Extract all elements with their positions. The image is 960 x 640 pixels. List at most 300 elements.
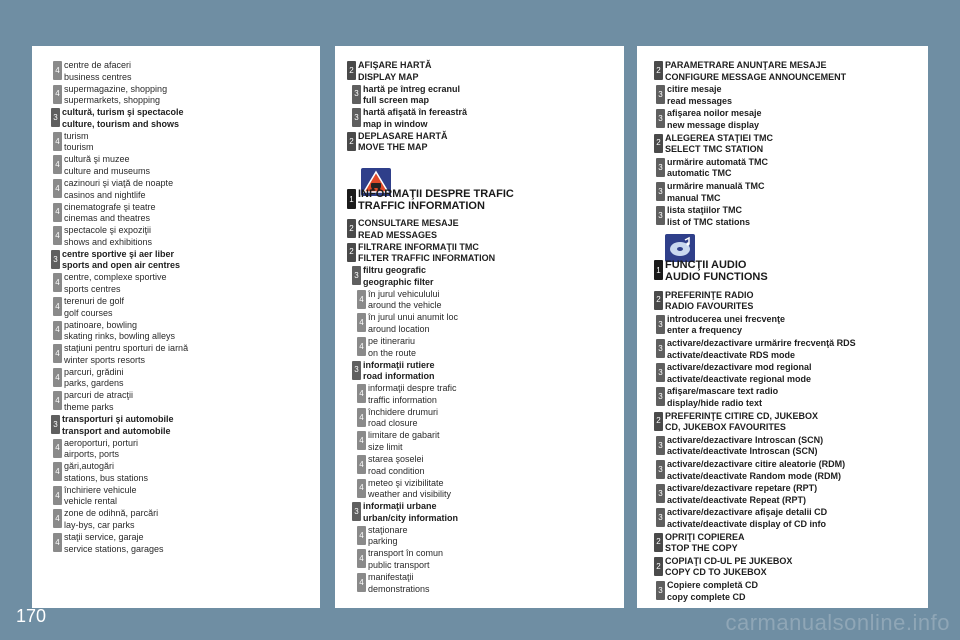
level-badge: 3	[656, 158, 665, 177]
menu-entry-text	[665, 314, 785, 337]
level-badge: 4	[357, 549, 366, 568]
entry-label-en: CD, JUKEBOX FAVOURITES	[665, 422, 786, 433]
menu-entry-text	[665, 84, 732, 107]
menu-entry-text	[665, 435, 823, 458]
menu-entry	[53, 154, 150, 177]
menu-entry	[656, 181, 765, 204]
menu-entry	[51, 249, 180, 272]
entry-label-en: stations, bus stations	[64, 472, 149, 483]
menu-entry	[656, 362, 812, 385]
entry-label-en: public transport	[368, 559, 430, 570]
entry-label-ro: activare/dezactivare citire aleatorie (RDM)	[667, 459, 846, 469]
menu-entry-text	[361, 360, 435, 383]
level-badge: 4	[357, 290, 366, 309]
level-badge: 2	[347, 132, 356, 151]
menu-entry	[53, 225, 152, 248]
menu-entry	[347, 242, 495, 265]
menu-entry-text	[665, 338, 856, 361]
menu-entry	[656, 84, 732, 107]
menu-entry-text	[62, 296, 124, 319]
entry-label-ro: închiriere vehicule	[64, 484, 137, 495]
menu-entry	[357, 336, 416, 359]
entry-label-ro: cazinouri şi viaţă de noapte	[64, 178, 174, 188]
level-badge: 2	[347, 219, 356, 238]
entry-label-en: culture, tourism and shows	[62, 118, 180, 129]
entry-label-en: around location	[368, 323, 430, 334]
entry-label-en: sports and open air centres	[62, 260, 181, 271]
menu-entry	[357, 383, 457, 406]
menu-entry-text	[361, 107, 467, 130]
entry-label-ro: închidere drumuri	[368, 406, 439, 417]
entry-label-ro: introducerea unei frecvenţe	[667, 313, 786, 324]
entry-label-ro: gări,autogări	[64, 461, 115, 472]
page-number: 170	[16, 606, 47, 626]
column-2-entries	[335, 46, 624, 608]
menu-entry	[656, 157, 768, 180]
menu-entry-text	[663, 532, 745, 555]
level-badge: 4	[357, 431, 366, 450]
entry-label-ro: turism	[64, 130, 89, 141]
entry-label-en: lay-bys, car parks	[64, 519, 135, 530]
level-badge: 2	[347, 243, 356, 262]
level-badge: 2	[654, 291, 663, 310]
menu-entry-text	[361, 84, 460, 107]
menu-entry	[53, 60, 132, 83]
menu-entry	[352, 360, 435, 383]
menu-entry-text	[62, 532, 164, 555]
entry-label-ro: urmărire automată TMC	[667, 156, 769, 167]
entry-label-en: business centres	[64, 71, 132, 82]
entry-label-en: activate/deactivate Random mode (RDM)	[667, 470, 842, 481]
entry-label-en: airports, ports	[64, 449, 120, 460]
menu-entry	[654, 133, 773, 156]
entry-label-ro: informaţii rutiere	[363, 359, 435, 370]
menu-entry	[53, 320, 175, 343]
menu-entry-text	[62, 202, 156, 225]
entry-label-en: service stations, garages	[64, 543, 164, 554]
entry-label-en: enter a frequency	[667, 325, 743, 336]
menu-entry-text	[62, 461, 148, 484]
level-badge: 4	[53, 179, 62, 198]
entry-label-en: tourism	[64, 142, 94, 153]
menu-entry-text	[60, 107, 184, 130]
level-badge: 3	[352, 361, 361, 380]
menu-entry	[357, 289, 442, 312]
entry-label-en: parks, gardens	[64, 378, 124, 389]
entry-label-ro: starea şoselei	[368, 454, 424, 464]
menu-entry-text	[361, 265, 434, 288]
menu-entry-text	[665, 483, 817, 506]
entry-label-en: traffic information	[368, 394, 437, 405]
entry-label-en: culture and museums	[64, 165, 151, 176]
level-badge: 4	[357, 337, 366, 356]
entry-label-en: parking	[368, 536, 398, 547]
entry-label-ro: citire mesaje	[667, 84, 722, 95]
level-badge: 3	[656, 109, 665, 128]
menu-entry	[357, 548, 443, 571]
level-badge: 4	[53, 509, 62, 528]
entry-label-ro: informaţii despre trafic	[368, 383, 457, 394]
entry-label-en: full screen map	[363, 95, 430, 106]
menu-entry	[51, 414, 174, 437]
menu-entry	[357, 572, 430, 595]
menu-entry-text	[366, 454, 425, 477]
menu-entry	[656, 338, 856, 361]
entry-label-ro: DEPLASARE HARTĂ	[358, 130, 448, 141]
menu-entry	[656, 108, 762, 131]
menu-entry	[654, 290, 754, 313]
entry-label-en: AUDIO FUNCTIONS	[665, 271, 768, 284]
level-badge: 3	[352, 502, 361, 521]
entry-label-ro: PREFERINŢE RADIO	[665, 289, 754, 300]
menu-entry	[347, 218, 459, 241]
entry-label-en: geographic filter	[363, 276, 434, 287]
menu-entry-text	[62, 438, 138, 461]
entry-label-en: STOP THE COPY	[665, 543, 738, 554]
entry-label-en: list of TMC stations	[667, 216, 750, 227]
menu-entry-text	[356, 60, 432, 83]
entry-label-ro: terenuri de golf	[64, 296, 125, 306]
menu-entry-text	[366, 430, 440, 453]
entry-label-en: golf courses	[64, 307, 113, 318]
entry-label-ro: activare/dezactivare repetare (RPT)	[667, 483, 818, 494]
level-badge: 4	[357, 384, 366, 403]
menu-entry-text	[663, 133, 773, 156]
menu-entry-text	[62, 367, 124, 390]
entry-label-ro: afişarea noilor mesaje	[667, 108, 762, 119]
menu-entry	[53, 438, 138, 461]
menu-entry	[53, 343, 188, 366]
menu-entry-text	[665, 108, 762, 131]
entry-label-ro: meteo şi vizibilitate	[368, 477, 444, 488]
level-badge: 4	[357, 455, 366, 474]
menu-entry-text	[62, 60, 132, 83]
menu-entry-text	[366, 572, 430, 595]
level-badge: 4	[53, 486, 62, 505]
level-badge: 1	[654, 260, 663, 280]
entry-label-ro: hartă pe întreg ecranul	[363, 83, 461, 94]
entry-label-en: RADIO FAVOURITES	[665, 301, 754, 312]
level-badge: 3	[656, 581, 665, 600]
menu-entry	[654, 60, 846, 83]
menu-entry-text	[62, 320, 175, 343]
menu-entry	[347, 131, 448, 154]
entry-label-en: map in window	[363, 118, 428, 129]
menu-entry	[656, 314, 785, 337]
level-badge: 4	[53, 155, 62, 174]
entry-label-ro: centre de afaceri	[64, 60, 132, 70]
entry-label-en: cinemas and theatres	[64, 213, 151, 224]
entry-label-en: activate/deactivate Repeat (RPT)	[667, 494, 807, 505]
level-badge: 4	[53, 297, 62, 316]
menu-entry-text	[366, 478, 451, 501]
entry-label-ro: activare/dezactivare afişaje detalii CD	[667, 507, 828, 518]
entry-label-en: DISPLAY MAP	[358, 71, 419, 82]
level-badge: 4	[357, 526, 366, 545]
menu-entry	[53, 461, 148, 484]
entry-label-en: on the route	[368, 347, 417, 358]
menu-entry-text	[366, 312, 458, 335]
watermark: carmanualsonline.info	[725, 610, 950, 635]
menu-entry-text	[62, 131, 94, 154]
entry-label-ro: patinoare, bowling	[64, 319, 138, 330]
menu-entry	[656, 386, 778, 409]
entry-label-en: road information	[363, 371, 435, 382]
entry-label-ro: activare/dezactivare mod regional	[667, 362, 812, 373]
menu-entry	[53, 178, 173, 201]
menu-entry	[656, 580, 758, 603]
column-1-entries	[32, 46, 320, 608]
entry-label-en: activate/deactivate display of CD info	[667, 518, 827, 529]
level-badge: 3	[352, 266, 361, 285]
menu-entry	[654, 259, 768, 283]
menu-entry-text	[663, 290, 754, 313]
level-badge: 3	[656, 460, 665, 479]
menu-entry	[51, 107, 184, 130]
entry-label-ro: filtru geografic	[363, 265, 427, 276]
menu-entry	[656, 459, 845, 482]
level-badge: 3	[656, 339, 665, 358]
entry-label-ro: activare/dezactivare Introscan (SCN)	[667, 434, 824, 445]
entry-label-ro: manifestaţii	[368, 572, 414, 582]
entry-label-en: activate/deactivate Introscan (SCN)	[667, 446, 818, 457]
menu-entry	[357, 407, 438, 430]
menu-entry-text	[366, 548, 443, 571]
menu-entry-text	[665, 157, 768, 180]
menu-entry-text	[60, 414, 174, 437]
menu-entry	[352, 265, 434, 288]
menu-entry	[357, 312, 458, 335]
level-badge: 3	[656, 484, 665, 503]
entry-label-en: copy complete CD	[667, 591, 746, 602]
entry-label-ro: transporturi şi automobile	[62, 414, 174, 424]
entry-label-ro: limitare de gabarit	[368, 430, 440, 441]
entry-label-ro: OPRIŢI COPIEREA	[665, 531, 745, 542]
entry-label-en: casinos and nightlife	[64, 189, 146, 200]
entry-label-ro: informaţii urbane	[363, 501, 437, 512]
entry-label-ro: PREFERINŢE CITIRE CD, JUKEBOX	[665, 410, 819, 421]
menu-entry-text	[356, 242, 495, 265]
level-badge: 3	[656, 363, 665, 382]
menu-entry-text	[62, 84, 167, 107]
entry-label-en: READ MESSAGES	[358, 229, 438, 240]
entry-label-ro: parcuri de atracţii	[64, 390, 134, 401]
section-heading	[663, 259, 768, 283]
menu-entry-text	[665, 181, 765, 204]
menu-entry	[654, 556, 792, 579]
entry-label-ro: COPIAŢI CD-UL PE JUKEBOX	[665, 555, 793, 566]
menu-entry	[352, 107, 467, 130]
entry-label-en: sports centres	[64, 283, 121, 294]
menu-entry-text	[366, 383, 457, 406]
level-badge: 4	[53, 462, 62, 481]
entry-label-ro: în jurul vehiculului	[368, 288, 440, 299]
entry-label-en: CONFIGURE MESSAGE ANNOUNCEMENT	[665, 71, 847, 82]
column-3-entries	[637, 46, 928, 608]
entry-label-en: COPY CD TO JUKEBOX	[665, 567, 767, 578]
level-badge: 3	[656, 436, 665, 455]
entry-label-ro: cultură şi muzee	[64, 154, 130, 165]
menu-entry-text	[62, 343, 188, 366]
level-badge: 4	[357, 313, 366, 332]
menu-entry	[352, 501, 458, 524]
menu-entry-text	[663, 556, 792, 579]
menu-entry-text	[62, 154, 150, 177]
menu-entry	[656, 483, 817, 506]
entry-label-ro: zone de odihnă, parcări	[64, 508, 159, 519]
menu-entry-text	[663, 60, 846, 83]
entry-label-ro: FILTRARE INFORMAŢII TMC	[358, 241, 479, 252]
menu-entry-text	[366, 525, 408, 548]
entry-label-en: winter sports resorts	[64, 354, 146, 365]
menu-entry	[347, 188, 514, 212]
entry-label-ro: lista staţiilor TMC	[667, 205, 743, 216]
menu-entry	[53, 202, 156, 225]
level-badge: 2	[654, 533, 663, 552]
section-heading	[356, 188, 514, 212]
entry-label-en: automatic TMC	[667, 168, 732, 179]
entry-label-ro: Copiere completă CD	[667, 580, 759, 590]
level-badge: 4	[53, 344, 62, 363]
level-badge: 3	[656, 206, 665, 225]
entry-label-en: theme parks	[64, 401, 114, 412]
menu-entry	[656, 435, 823, 458]
entry-label-ro: staţii service, garaje	[64, 532, 144, 542]
menu-entry-text	[361, 501, 458, 524]
menu-entry-text	[366, 336, 416, 359]
level-badge: 2	[654, 61, 663, 80]
menu-entry-text	[60, 249, 180, 272]
entry-label-ro: staţiuni pentru sporturi de iarnă	[64, 343, 189, 354]
entry-label-ro: cinematografe şi teatre	[64, 201, 156, 212]
entry-label-en: road condition	[368, 465, 425, 476]
entry-label-en: SELECT TMC STATION	[665, 144, 764, 155]
level-badge: 4	[357, 573, 366, 592]
menu-entry	[53, 390, 133, 413]
entry-label-en: FILTER TRAFFIC INFORMATION	[358, 253, 496, 264]
entry-label-en: MOVE THE MAP	[358, 142, 428, 153]
menu-entry	[53, 84, 167, 107]
entry-label-en: transport and automobile	[62, 425, 171, 436]
level-badge: 4	[53, 273, 62, 292]
entry-label-ro: ALEGEREA STAŢIEI TMC	[665, 132, 773, 143]
menu-entry-text	[665, 362, 812, 385]
menu-entry-text	[62, 508, 158, 531]
entry-label-ro: centre, complexe sportive	[64, 272, 167, 283]
menu-entry	[357, 430, 440, 453]
level-badge: 4	[53, 439, 62, 458]
entry-label-ro: parcuri, grădini	[64, 366, 124, 377]
menu-entry-text	[356, 218, 459, 241]
entry-label-en: urban/city information	[363, 512, 459, 523]
entry-label-ro: PARAMETRARE ANUNŢARE MESAJE	[665, 60, 827, 70]
menu-entry-text	[665, 459, 845, 482]
menu-entry	[357, 454, 425, 477]
menu-entry-text	[665, 205, 750, 228]
entry-label-en: read messages	[667, 95, 733, 106]
entry-label-ro: INFORMAŢII DESPRE TRAFIC	[358, 188, 514, 201]
level-badge: 4	[53, 391, 62, 410]
menu-entry-text	[663, 411, 818, 434]
entry-label-ro: spectacole şi expoziţii	[64, 225, 152, 236]
entry-label-en: activate/deactivate regional mode	[667, 373, 812, 384]
entry-label-ro: pe itinerariu	[368, 336, 416, 346]
menu-column-1	[32, 46, 320, 608]
entry-label-en: demonstrations	[368, 583, 430, 594]
menu-entry-text	[665, 386, 778, 409]
entry-label-en: manual TMC	[667, 192, 721, 203]
menu-entry	[53, 508, 158, 531]
level-badge: 4	[53, 321, 62, 340]
menu-entry	[53, 296, 124, 319]
entry-label-ro: AFIŞARE HARTĂ	[358, 60, 432, 70]
level-badge: 3	[656, 387, 665, 406]
menu-entry-text	[665, 507, 827, 530]
level-badge: 1	[347, 189, 356, 209]
level-badge: 3	[352, 108, 361, 127]
entry-label-ro: staţionare	[368, 524, 408, 535]
level-badge: 3	[51, 108, 60, 127]
entry-label-ro: aeroporturi, porturi	[64, 437, 139, 448]
menu-entry-text	[665, 580, 758, 603]
menu-entry	[53, 131, 94, 154]
entry-label-ro: hartă afişată în fereastră	[363, 107, 468, 118]
entry-label-ro: transport în comun	[368, 548, 444, 559]
level-badge: 2	[347, 61, 356, 80]
entry-label-ro: în jurul unui anumit loc	[368, 312, 459, 323]
menu-entry-text	[62, 225, 152, 248]
level-badge: 4	[53, 226, 62, 245]
level-badge: 4	[53, 203, 62, 222]
menu-entry	[656, 507, 827, 530]
menu-entry	[53, 485, 137, 508]
menu-entry-text	[62, 390, 133, 413]
level-badge: 3	[352, 85, 361, 104]
entry-label-ro: centre sportive şi aer liber	[62, 248, 175, 259]
entry-label-ro: FUNCŢII AUDIO	[665, 259, 747, 272]
menu-entry-text	[62, 272, 167, 295]
entry-label-ro: activare/dezactivare urmărire frecvenţă RDS	[667, 338, 856, 348]
menu-entry-text	[366, 407, 438, 430]
menu-entry	[357, 525, 408, 548]
menu-entry-text	[62, 178, 173, 201]
level-badge: 4	[53, 368, 62, 387]
level-badge: 3	[656, 85, 665, 104]
level-badge: 4	[53, 85, 62, 104]
menu-entry-text	[356, 131, 448, 154]
menu-entry	[654, 532, 745, 555]
entry-label-ro: supermagazine, shopping	[64, 83, 168, 94]
level-badge: 2	[654, 412, 663, 431]
menu-column-3	[637, 46, 928, 608]
menu-entry	[656, 205, 750, 228]
entry-label-en: shows and exhibitions	[64, 236, 153, 247]
entry-label-ro: CONSULTARE MESAJE	[358, 218, 459, 228]
level-badge: 3	[656, 315, 665, 334]
menu-entry	[357, 478, 451, 501]
menu-entry	[654, 411, 818, 434]
entry-label-en: new message display	[667, 119, 760, 130]
menu-entry	[352, 84, 460, 107]
level-badge: 4	[357, 479, 366, 498]
level-badge: 3	[51, 415, 60, 434]
entry-label-en: display/hide radio text	[667, 397, 763, 408]
level-badge: 3	[656, 508, 665, 527]
entry-label-ro: afişare/mascare text radio	[667, 386, 779, 397]
entry-label-ro: urmărire manuală TMC	[667, 181, 765, 191]
level-badge: 4	[357, 408, 366, 427]
menu-entry-text	[366, 289, 442, 312]
